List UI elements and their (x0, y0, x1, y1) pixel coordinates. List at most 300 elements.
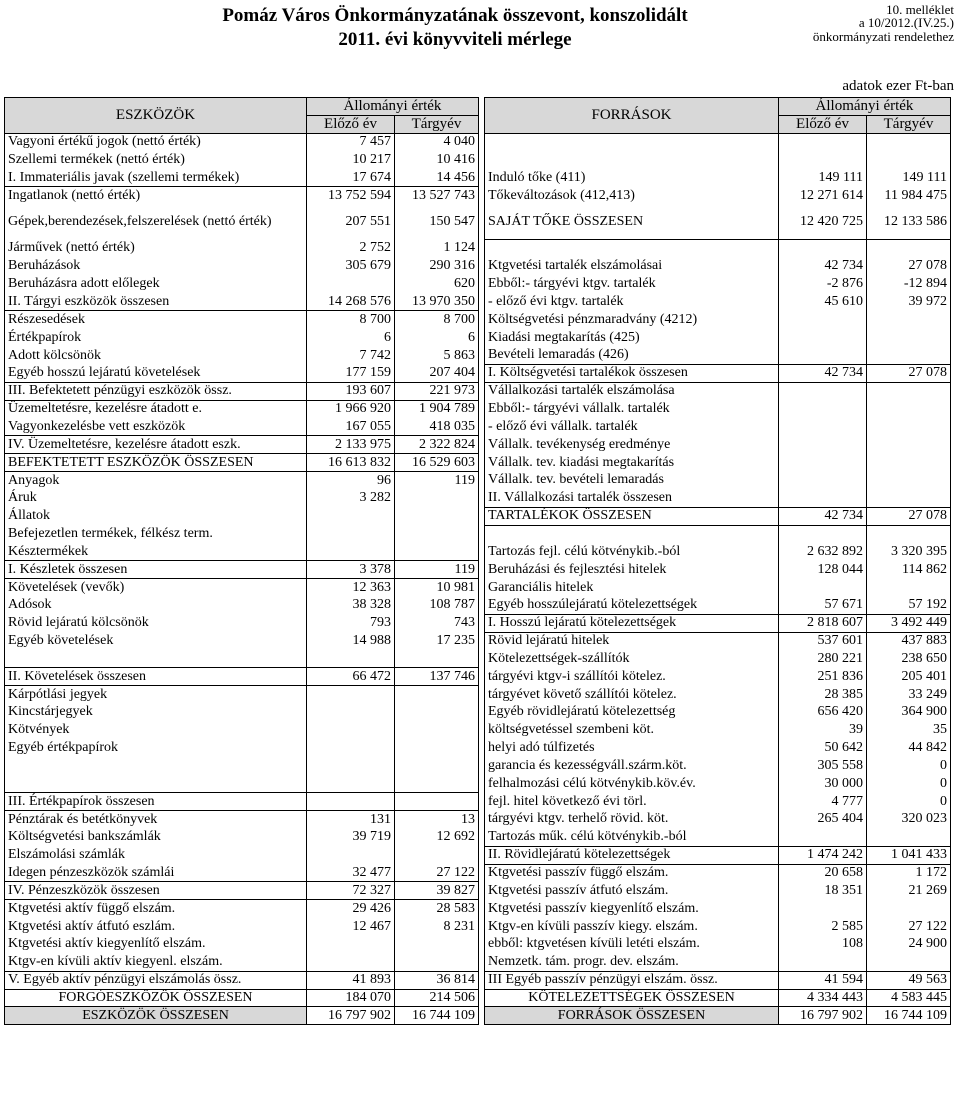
asset-current-year-value (395, 525, 479, 543)
liability-label: Ktgvetési passzív kiegyenlítő elszám. (485, 900, 779, 918)
asset-label: Kárpótlási jegyek (5, 686, 307, 704)
asset-label: Anyagok (5, 472, 307, 490)
header-row-1 (5, 98, 951, 116)
table-row (5, 257, 951, 275)
asset-current-year-value: 14 456 (395, 169, 479, 187)
liability-prev-year-value (779, 489, 867, 507)
liability-current-year-value (867, 329, 951, 347)
asset-current-year-value: 1 124 (395, 240, 479, 258)
asset-label: Idegen pénzeszközök számlái (5, 864, 307, 882)
table-row (5, 489, 951, 507)
table-row (5, 882, 951, 900)
asset-current-year-value: 108 787 (395, 596, 479, 614)
liability-prev-year-value: 45 610 (779, 293, 867, 311)
liability-current-year-value (867, 828, 951, 846)
asset-current-year-value: 4 040 (395, 133, 479, 151)
liability-current-year-value: 27 122 (867, 918, 951, 936)
liability-current-year-value (867, 454, 951, 472)
asset-label: Rövid lejáratú kölcsönök (5, 614, 307, 632)
asset-current-year-value (395, 686, 479, 704)
asset-current-year-value: 28 583 (395, 900, 479, 918)
liability-label: I. Költségvetési tartalékok összesen (485, 364, 779, 382)
liability-label: Rövid lejáratú hitelek (485, 632, 779, 650)
liability-current-year-value: 114 862 (867, 561, 951, 579)
liability-prev-year-value: 4 334 443 (779, 989, 867, 1007)
units-note: adatok ezer Ft-ban (842, 78, 954, 94)
liability-label: II. Vállalkozási tartalék összesen (485, 489, 779, 507)
asset-current-year-value (395, 757, 479, 775)
asset-label (5, 757, 307, 775)
asset-current-year-value (395, 739, 479, 757)
asset-prev-year-value: 66 472 (307, 668, 395, 686)
asset-current-year-value: 119 (395, 472, 479, 490)
asset-current-year-value (395, 793, 479, 811)
asset-label: Kötvények (5, 721, 307, 739)
liability-current-year-value: 24 900 (867, 935, 951, 953)
asset-label: II. Tárgyi eszközök összesen (5, 293, 307, 311)
decree-reference: a 10/2012.(IV.25.) (858, 15, 954, 30)
asset-current-year-value: 743 (395, 614, 479, 632)
liability-current-year-value: 0 (867, 793, 951, 811)
table-row (5, 650, 951, 668)
table-row (5, 151, 951, 169)
asset-current-year-value (395, 953, 479, 971)
liability-current-year-value (867, 347, 951, 365)
liability-label: Vállalk. tevékenység eredménye (485, 436, 779, 454)
asset-label: Ingatlanok (nettó érték) (5, 187, 307, 205)
liability-current-year-value (867, 579, 951, 597)
table-row (5, 454, 951, 472)
table-row (5, 900, 951, 918)
asset-label: II. Követelések összesen (5, 668, 307, 686)
assets-prev-year-header: Előző év (307, 115, 395, 133)
liability-label: FORRÁSOK ÖSSZESEN (485, 1007, 779, 1025)
asset-label: Vagyonkezelésbe vett eszközök (5, 418, 307, 436)
liability-prev-year-value: 656 420 (779, 704, 867, 722)
asset-prev-year-value: 13 752 594 (307, 187, 395, 205)
liability-label: Kiadási megtakarítás (425) (485, 329, 779, 347)
liability-prev-year-value (779, 347, 867, 365)
liability-prev-year-value (779, 240, 867, 258)
asset-prev-year-value (307, 686, 395, 704)
liability-prev-year-value (779, 418, 867, 436)
asset-label: V. Egyéb aktív pénzügyi elszámolás össz. (5, 971, 307, 989)
asset-label: Részesedések (5, 311, 307, 329)
liability-current-year-value: 4 583 445 (867, 989, 951, 1007)
asset-prev-year-value: 167 055 (307, 418, 395, 436)
table-row (5, 133, 951, 151)
table-row (5, 864, 951, 882)
liability-current-year-value (867, 900, 951, 918)
asset-current-year-value: 27 122 (395, 864, 479, 882)
asset-prev-year-value: 184 070 (307, 989, 395, 1007)
liability-prev-year-value: 537 601 (779, 632, 867, 650)
asset-label: Pénztárak és betétkönyvek (5, 811, 307, 829)
table-row (5, 668, 951, 686)
liability-current-year-value: 0 (867, 757, 951, 775)
liability-label: ebből: ktgvetésen kívüli letéti elszám. (485, 935, 779, 953)
asset-current-year-value: 207 404 (395, 364, 479, 382)
liability-current-year-value: 16 744 109 (867, 1007, 951, 1025)
liability-prev-year-value: 149 111 (779, 169, 867, 187)
table-row (5, 311, 951, 329)
liability-prev-year-value (779, 311, 867, 329)
asset-label: Járművek (nettó érték) (5, 240, 307, 258)
asset-current-year-value: 6 (395, 329, 479, 347)
liability-label: Tartozás műk. célú kötvénykib.-ból (485, 828, 779, 846)
asset-prev-year-value: 207 551 (307, 205, 395, 240)
decree-label: önkormányzati rendelethez (812, 29, 954, 44)
liability-prev-year-value: 108 (779, 935, 867, 953)
asset-current-year-value (395, 489, 479, 507)
liability-current-year-value: 3 320 395 (867, 543, 951, 561)
table-row (5, 989, 951, 1007)
table-row (5, 739, 951, 757)
liability-current-year-value (867, 311, 951, 329)
asset-label: Beruházások (5, 257, 307, 275)
liability-prev-year-value: -2 876 (779, 275, 867, 293)
liabilities-current-year-header: Tárgyév (867, 115, 951, 133)
liability-prev-year-value (779, 953, 867, 971)
liability-label: Ktgv-en kívüli passzív kiegy. elszám. (485, 918, 779, 936)
liability-current-year-value (867, 151, 951, 169)
asset-prev-year-value: 3 378 (307, 561, 395, 579)
liability-label: helyi adó túlfizetés (485, 739, 779, 757)
table-row (5, 596, 951, 614)
liability-label (485, 133, 779, 151)
asset-prev-year-value: 12 467 (307, 918, 395, 936)
table-row (5, 971, 951, 989)
table-row (5, 704, 951, 722)
liability-prev-year-value: 42 734 (779, 507, 867, 525)
asset-prev-year-value: 2 752 (307, 240, 395, 258)
liabilities-header: FORRÁSOK (485, 98, 779, 134)
liability-prev-year-value (779, 151, 867, 169)
table-row (5, 579, 951, 597)
liability-prev-year-value: 2 818 607 (779, 614, 867, 632)
asset-current-year-value (395, 507, 479, 525)
table-row (5, 347, 951, 365)
asset-current-year-value: 418 035 (395, 418, 479, 436)
asset-prev-year-value: 7 742 (307, 347, 395, 365)
liability-current-year-value (867, 525, 951, 543)
liability-label: tárgyévi ktgv. terhelő rövid. köt. (485, 811, 779, 829)
asset-prev-year-value: 14 988 (307, 632, 395, 650)
asset-current-year-value (395, 935, 479, 953)
asset-current-year-value: 5 863 (395, 347, 479, 365)
asset-label: Ktgvetési aktív függő elszám. (5, 900, 307, 918)
asset-label: Egyéb hosszú lejáratú követelések (5, 364, 307, 382)
liability-current-year-value: 364 900 (867, 704, 951, 722)
asset-current-year-value: 8 231 (395, 918, 479, 936)
liability-current-year-value: 320 023 (867, 811, 951, 829)
liability-prev-year-value: 1 474 242 (779, 846, 867, 864)
liability-current-year-value: 57 192 (867, 596, 951, 614)
table-row (5, 935, 951, 953)
asset-prev-year-value: 41 893 (307, 971, 395, 989)
table-row (5, 364, 951, 382)
table-row (5, 187, 951, 205)
table-row (5, 686, 951, 704)
asset-current-year-value (395, 650, 479, 668)
asset-label (5, 775, 307, 793)
asset-prev-year-value (307, 846, 395, 864)
asset-prev-year-value: 38 328 (307, 596, 395, 614)
liability-prev-year-value (779, 436, 867, 454)
liability-prev-year-value: 28 385 (779, 686, 867, 704)
liability-label: Kötelezettségek-szállítók (485, 650, 779, 668)
asset-current-year-value (395, 721, 479, 739)
liability-current-year-value: 27 078 (867, 364, 951, 382)
liability-current-year-value: 238 650 (867, 650, 951, 668)
asset-label: I. Immateriális javak (szellemi termékek) (5, 169, 307, 187)
asset-prev-year-value: 1 966 920 (307, 400, 395, 418)
asset-prev-year-value: 131 (307, 811, 395, 829)
asset-current-year-value (395, 775, 479, 793)
table-row (5, 169, 951, 187)
liability-current-year-value: 27 078 (867, 507, 951, 525)
liability-current-year-value: 1 041 433 (867, 846, 951, 864)
liability-current-year-value (867, 133, 951, 151)
asset-label: Költségvetési bankszámlák (5, 828, 307, 846)
liability-prev-year-value: 16 797 902 (779, 1007, 867, 1025)
liability-label: Ktgvetési tartalék elszámolásai (485, 257, 779, 275)
liability-label: Vállalkozási tartalék elszámolása (485, 382, 779, 400)
liability-current-year-value (867, 489, 951, 507)
liability-current-year-value: 1 172 (867, 864, 951, 882)
liability-current-year-value (867, 436, 951, 454)
liability-current-year-value: 21 269 (867, 882, 951, 900)
asset-prev-year-value: 2 133 975 (307, 436, 395, 454)
liability-current-year-value: 149 111 (867, 169, 951, 187)
assets-current-year-header: Tárgyév (395, 115, 479, 133)
asset-prev-year-value: 39 719 (307, 828, 395, 846)
liability-label (485, 525, 779, 543)
liability-prev-year-value: 41 594 (779, 971, 867, 989)
asset-prev-year-value (307, 507, 395, 525)
asset-prev-year-value: 72 327 (307, 882, 395, 900)
liability-label: Ktgvetési passzív átfutó elszám. (485, 882, 779, 900)
asset-label: Vagyoni értékű jogok (nettó érték) (5, 133, 307, 151)
table-row (5, 953, 951, 971)
liability-current-year-value (867, 472, 951, 490)
liability-prev-year-value: 128 044 (779, 561, 867, 579)
liability-label: Egyéb rövidlejáratú kötelezettség (485, 704, 779, 722)
asset-label: Ktgvetési aktív kiegyenlítő elszám. (5, 935, 307, 953)
liability-current-year-value: 437 883 (867, 632, 951, 650)
asset-prev-year-value (307, 650, 395, 668)
liability-current-year-value: -12 894 (867, 275, 951, 293)
asset-label: Egyéb értékpapírok (5, 739, 307, 757)
table-row (5, 275, 951, 293)
liability-current-year-value: 12 133 586 (867, 205, 951, 240)
table-row (5, 846, 951, 864)
asset-prev-year-value (307, 953, 395, 971)
liabilities-balance-value-header: Állományi érték (779, 98, 951, 116)
liability-current-year-value: 49 563 (867, 971, 951, 989)
liability-prev-year-value (779, 382, 867, 400)
asset-current-year-value: 8 700 (395, 311, 479, 329)
table-row (5, 400, 951, 418)
table-row (5, 507, 951, 525)
liability-prev-year-value: 50 642 (779, 739, 867, 757)
liability-current-year-value: 205 401 (867, 668, 951, 686)
liability-current-year-value (867, 400, 951, 418)
liability-label: TARTALÉKOK ÖSSZESEN (485, 507, 779, 525)
annex-note: 10. melléklet (886, 2, 954, 17)
asset-label: Beruházásra adott előlegek (5, 275, 307, 293)
liability-prev-year-value: 39 (779, 721, 867, 739)
liability-label: Induló tőke (411) (485, 169, 779, 187)
asset-prev-year-value: 6 (307, 329, 395, 347)
asset-label: Adott kölcsönök (5, 347, 307, 365)
liability-label: Költségvetési pénzmaradvány (4212) (485, 311, 779, 329)
liability-current-year-value: 44 842 (867, 739, 951, 757)
asset-prev-year-value: 17 674 (307, 169, 395, 187)
asset-label: Üzemeltetésre, kezelésre átadott e. (5, 400, 307, 418)
table-row (5, 775, 951, 793)
liability-current-year-value: 35 (867, 721, 951, 739)
table-row (5, 793, 951, 811)
asset-current-year-value: 1 904 789 (395, 400, 479, 418)
liability-current-year-value (867, 382, 951, 400)
asset-current-year-value: 16 744 109 (395, 1007, 479, 1025)
asset-label: III. Befektetett pénzügyi eszközök össz. (5, 382, 307, 400)
table-row (5, 918, 951, 936)
asset-label: Állatok (5, 507, 307, 525)
liability-label (485, 240, 779, 258)
liability-label: Ktgvetési passzív függő elszám. (485, 864, 779, 882)
liability-label: Beruházási és fejlesztési hitelek (485, 561, 779, 579)
asset-prev-year-value: 7 457 (307, 133, 395, 151)
asset-prev-year-value: 12 363 (307, 579, 395, 597)
liability-label: II. Rövidlejáratú kötelezettségek (485, 846, 779, 864)
liability-prev-year-value (779, 400, 867, 418)
liability-prev-year-value: 2 585 (779, 918, 867, 936)
asset-label: IV. Üzemeltetésre, kezelésre átadott eszk. (5, 436, 307, 454)
asset-prev-year-value: 177 159 (307, 364, 395, 382)
asset-current-year-value: 290 316 (395, 257, 479, 275)
liability-prev-year-value: 251 836 (779, 668, 867, 686)
liability-prev-year-value: 4 777 (779, 793, 867, 811)
liability-label: Ebből:- tárgyévi vállalk. tartalék (485, 400, 779, 418)
asset-prev-year-value: 16 797 902 (307, 1007, 395, 1025)
liability-current-year-value: 11 984 475 (867, 187, 951, 205)
liability-prev-year-value: 305 558 (779, 757, 867, 775)
liability-prev-year-value (779, 828, 867, 846)
asset-label: Szellemi termékek (nettó érték) (5, 151, 307, 169)
table-row (5, 382, 951, 400)
balance-sheet-table (4, 97, 951, 1025)
asset-current-year-value: 2 322 824 (395, 436, 479, 454)
table-row (5, 632, 951, 650)
table-row (5, 543, 951, 561)
asset-label: Kincstárjegyek (5, 704, 307, 722)
asset-prev-year-value (307, 704, 395, 722)
asset-current-year-value: 16 529 603 (395, 454, 479, 472)
asset-label: Késztermékek (5, 543, 307, 561)
asset-prev-year-value (307, 935, 395, 953)
table-row (5, 436, 951, 454)
asset-prev-year-value: 16 613 832 (307, 454, 395, 472)
liability-current-year-value (867, 418, 951, 436)
asset-current-year-value: 214 506 (395, 989, 479, 1007)
table-row (5, 205, 951, 240)
asset-current-year-value: 36 814 (395, 971, 479, 989)
asset-prev-year-value (307, 757, 395, 775)
liability-current-year-value: 27 078 (867, 257, 951, 275)
asset-prev-year-value: 10 217 (307, 151, 395, 169)
table-row (5, 614, 951, 632)
liability-prev-year-value (779, 525, 867, 543)
liability-label: felhalmozási célú kötvénykib.köv.év. (485, 775, 779, 793)
liability-label: Vállalk. tev. kiadási megtakarítás (485, 454, 779, 472)
table-row (5, 828, 951, 846)
asset-current-year-value: 17 235 (395, 632, 479, 650)
asset-label: Értékpapírok (5, 329, 307, 347)
asset-label: Gépek,berendezések,felszerelések (nettó érték) (5, 205, 307, 240)
liability-prev-year-value: 18 351 (779, 882, 867, 900)
asset-current-year-value: 10 981 (395, 579, 479, 597)
liability-label: I. Hosszú lejáratú kötelezettségek (485, 614, 779, 632)
table-row (5, 811, 951, 829)
asset-prev-year-value: 29 426 (307, 900, 395, 918)
asset-current-year-value: 13 527 743 (395, 187, 479, 205)
asset-label: ESZKÖZÖK ÖSSZESEN (5, 1007, 307, 1025)
liability-prev-year-value (779, 133, 867, 151)
liability-label: Garanciális hitelek (485, 579, 779, 597)
asset-label: Ktgv-en kívüli aktív kiegyenl. elszám. (5, 953, 307, 971)
asset-current-year-value: 13 (395, 811, 479, 829)
asset-current-year-value (395, 704, 479, 722)
liability-prev-year-value (779, 579, 867, 597)
asset-label: BEFEKTETETT ESZKÖZÖK ÖSSZESEN (5, 454, 307, 472)
liability-prev-year-value: 280 221 (779, 650, 867, 668)
asset-label: III. Értékpapírok összesen (5, 793, 307, 811)
liability-label: tárgyévi ktgv-i szállítói kötelez. (485, 668, 779, 686)
liability-current-year-value (867, 240, 951, 258)
asset-label: Ktgvetési aktív átfutó eszlám. (5, 918, 307, 936)
liability-prev-year-value: 12 420 725 (779, 205, 867, 240)
liability-current-year-value: 33 249 (867, 686, 951, 704)
asset-prev-year-value: 8 700 (307, 311, 395, 329)
assets-balance-value-header: Állományi érték (307, 98, 479, 116)
liability-label: Tőkeváltozások (412,413) (485, 187, 779, 205)
table-row (5, 721, 951, 739)
table-row (5, 1007, 951, 1025)
asset-current-year-value: 119 (395, 561, 479, 579)
asset-label: Befejezetlen termékek, félkész term. (5, 525, 307, 543)
liability-label: Egyéb hosszúlejáratú kötelezettségek (485, 596, 779, 614)
liability-label: tárgyévet követő szállítói kötelez. (485, 686, 779, 704)
asset-prev-year-value: 32 477 (307, 864, 395, 882)
liability-prev-year-value: 2 632 892 (779, 543, 867, 561)
asset-current-year-value: 13 970 350 (395, 293, 479, 311)
liability-prev-year-value: 42 734 (779, 257, 867, 275)
asset-prev-year-value (307, 275, 395, 293)
asset-label: Követelések (vevők) (5, 579, 307, 597)
asset-prev-year-value (307, 721, 395, 739)
asset-prev-year-value (307, 775, 395, 793)
asset-label: FORGÓESZKÖZÖK ÖSSZESEN (5, 989, 307, 1007)
liability-prev-year-value (779, 329, 867, 347)
liability-prev-year-value: 42 734 (779, 364, 867, 382)
liability-label: III Egyéb passzív pénzügyi elszám. össz. (485, 971, 779, 989)
asset-prev-year-value: 305 679 (307, 257, 395, 275)
liability-prev-year-value: 30 000 (779, 775, 867, 793)
asset-label: Áruk (5, 489, 307, 507)
liability-prev-year-value: 57 671 (779, 596, 867, 614)
